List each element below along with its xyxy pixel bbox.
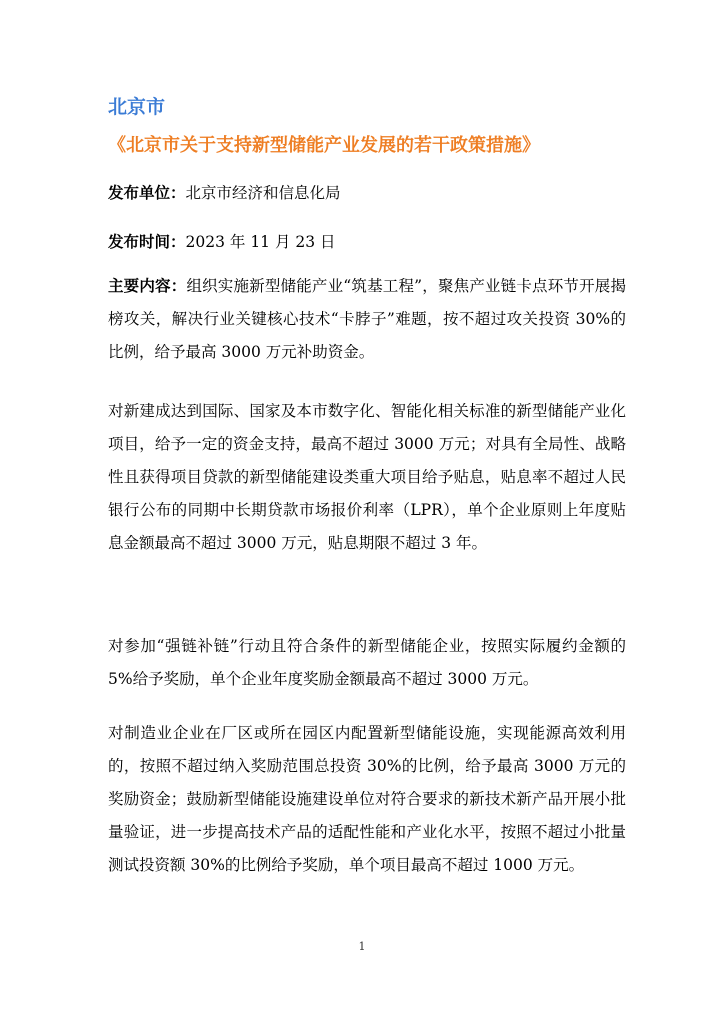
body-paragraph-3: 对制造业企业在厂区或所在园区内配置新型储能设施，实现能源高效利用的，按照不超过纳入奖励范围总投资 30%的比例，给予最高 3000 万元的奖励资金；鼓励新型储能设施建设单位对符合要求的新技术新产品开展小批量验证，进一步提高技术产品的适配性能和产业化水平，按照不超过小批量测试投资额 30%的比例给予奖励，单个项目最高不超过 1000 万元。 [108, 724, 626, 874]
publisher-label: 发布单位： [108, 184, 186, 202]
page-number: 1 [358, 940, 366, 953]
publish-date-label: 发布时间： [108, 233, 186, 251]
city-heading: 北京市 [108, 96, 166, 118]
publish-date-line [108, 230, 336, 252]
main-content-value: 组织实施新型储能产业“筑基工程”，聚焦产业链卡点环节开展揭榜攻关，解决行业关键核心技术“卡脖子”难题，按不超过攻关投资 30%的比例，给予最高 3000 万元补助资金。 [108, 277, 626, 361]
main-content-paragraph [108, 270, 626, 369]
policy-title: 《北京市关于支持新型储能产业发展的若干政策措施》 [108, 135, 540, 156]
body-paragraph-1: 对新建成达到国际、国家及本市数字化、智能化相关标准的新型储能产业化项目，给予一定的资金支持，最高不超过 3000 万元；对具有全局性、战略性且获得项目贷款的新型储能建设类重大项目给予贴息，贴息率不超过人民银行公布的同期中长期贷款市场报价利率（LPR），单个企业原则上年度贴息金额最高不超过 3000 万元，贴息期限不超过 3 年。 [108, 402, 626, 552]
publisher-line [108, 181, 341, 203]
main-content-label: 主要内容： [108, 277, 187, 295]
publish-date-value: 2023 年 11 月 23 日 [185, 233, 336, 251]
publisher-value: 北京市经济和信息化局 [185, 184, 341, 202]
body-paragraph-2: 对参加“强链补链”行动且符合条件的新型储能企业，按照实际履约金额的 5%给予奖励，单个企业年度奖励金额最高不超过 3000 万元。 [108, 637, 626, 688]
